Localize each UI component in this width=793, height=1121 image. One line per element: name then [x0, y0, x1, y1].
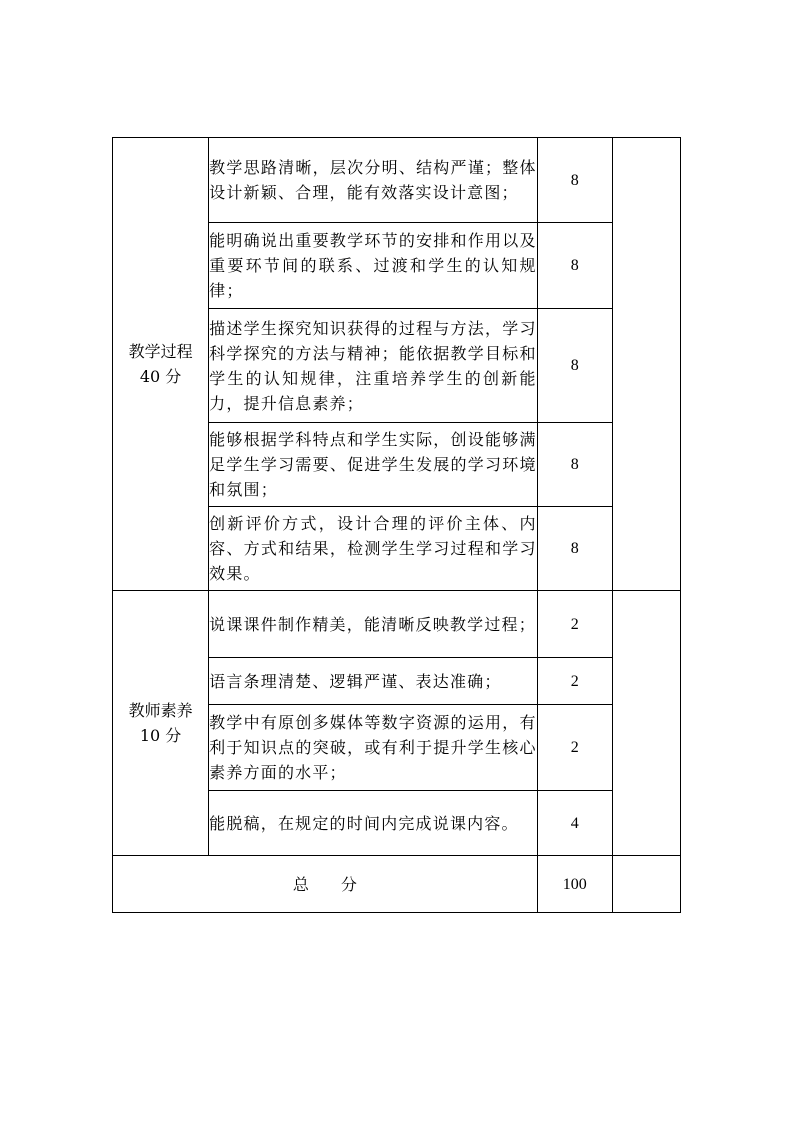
criteria-text: 说课课件制作精美，能清晰反映教学过程；: [209, 591, 538, 658]
category-score: 10 分: [139, 726, 182, 745]
points-value: 4: [537, 791, 612, 856]
criteria-text: 教学思路清晰，层次分明、结构严谨；整体设计新颖、合理，能有效落实设计意图；: [209, 138, 538, 223]
points-value: 8: [537, 223, 612, 309]
criteria-text: 语言条理清楚、逻辑严谨、表达准确；: [209, 658, 538, 705]
total-label: 总 分: [113, 856, 538, 913]
category-cell: [113, 591, 209, 856]
criteria-text: 能明确说出重要教学环节的安排和作用以及重要环节间的联系、过渡和学生的认知规律；: [209, 223, 538, 309]
table-row: [113, 138, 681, 223]
criteria-text: 教学中有原创多媒体等数字资源的运用，有利于知识点的突破，或有利于提升学生核心素养方面的水平；: [209, 705, 538, 791]
criteria-text: 描述学生探究知识获得的过程与方法，学习科学探究的方法与精神；能依据教学目标和学生的认知规律，注重培养学生的创新能力，提升信息素养；: [209, 309, 538, 423]
points-value: 2: [537, 658, 612, 705]
score-entry-cell: [612, 138, 680, 591]
points-value: 8: [537, 309, 612, 423]
category-cell: [113, 138, 209, 591]
category-name: 教学过程: [128, 342, 193, 361]
criteria-text: 能够根据学科特点和学生实际，创设能够满足学生学习需要、促进学生发展的学习环境和氛围；: [209, 423, 538, 507]
score-entry-cell: [612, 591, 680, 856]
total-points: 100: [537, 856, 612, 913]
points-value: 2: [537, 591, 612, 658]
points-value: 8: [537, 423, 612, 507]
criteria-text: 创新评价方式，设计合理的评价主体、内容、方式和结果，检测学生学习过程和学习效果。: [209, 507, 538, 591]
points-value: 8: [537, 138, 612, 223]
total-score-entry-cell: [612, 856, 680, 913]
category-score: 40 分: [139, 367, 182, 386]
scoring-table: [112, 137, 681, 913]
points-value: 2: [537, 705, 612, 791]
points-value: 8: [537, 507, 612, 591]
table-row: [113, 591, 681, 658]
category-name: 教师素养: [128, 701, 193, 720]
total-row: [113, 856, 681, 913]
criteria-text: 能脱稿，在规定的时间内完成说课内容。: [209, 791, 538, 856]
